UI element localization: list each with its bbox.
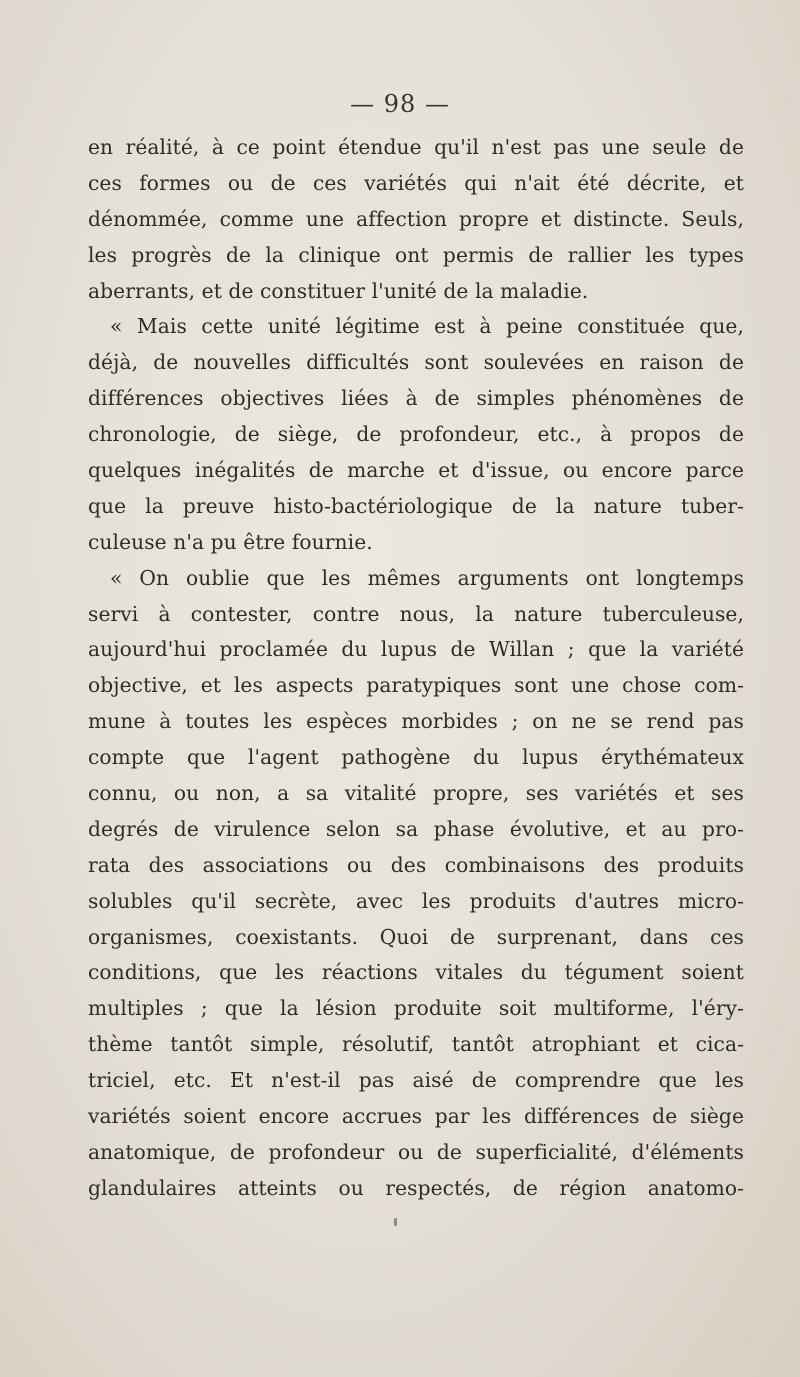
page-number: — 98 — (350, 90, 450, 118)
text-line: objective, et les aspects paratypiques sont une chose com- (88, 673, 744, 698)
body-text (88, 130, 744, 1207)
text-line: connu, ou non, a sa vitalité propre, ses variétés et ses (88, 781, 744, 806)
text-line: différences objectives liées à de simples phénomènes de (88, 386, 744, 411)
text-line: aujourd'hui proclamée du lupus de Willan ; que la variété (88, 637, 744, 662)
text-line: chronologie, de siège, de profondeur, etc., à propos de (88, 422, 744, 447)
text-line: les progrès de la clinique ont permis de rallier les types (88, 242, 744, 267)
text-line: déjà, de nouvelles difficultés sont soulevées en raison de (88, 350, 744, 375)
text-line: quelques inégalités de marche et d'issue, ou encore parce (88, 458, 744, 483)
text-line: glandulaires atteints ou respectés, de région anatomo- (88, 1175, 744, 1200)
text-line: organismes, coexistants. Quoi de surprenant, dans ces (88, 924, 744, 949)
text-line: degrés de virulence selon sa phase évolutive, et au pro- (88, 816, 744, 841)
text-line: mune à toutes les espèces morbides ; on ne se rend pas (88, 709, 744, 734)
text-line: conditions, que les réactions vitales du tégument soient (88, 960, 744, 985)
text-line: anatomique, de profondeur ou de superficialité, d'éléments (88, 1139, 744, 1164)
text-line: servi à contester, contre nous, la nature tuberculeuse, (88, 601, 744, 626)
text-line: thème tantôt simple, résolutif, tantôt atrophiant et cica- (88, 1032, 744, 1057)
text-line: que la preuve histo-bactériologique de la nature tuber- (88, 493, 744, 518)
text-line: « On oublie que les mêmes arguments ont longtemps (110, 565, 744, 590)
text-line: aberrants, et de constituer l'unité de la maladie. (88, 278, 589, 303)
text-line: multiples ; que la lésion produite soit multiforme, l'éry- (88, 996, 744, 1021)
text-line: triciel, etc. Et n'est-il pas aisé de comprendre que les (88, 1068, 744, 1093)
text-line: solubles qu'il secrète, avec les produits d'autres micro- (88, 888, 744, 913)
text-line: en réalité, à ce point étendue qu'il n'est pas une seule de (88, 135, 744, 159)
text-line: culeuse n'a pu être fournie. (88, 529, 373, 554)
text-line: dénommée, comme une affection propre et distincte. Seuls, (88, 206, 744, 231)
text-line: « Mais cette unité légitime est à peine constituée que, (110, 314, 744, 339)
text-line: compte que l'agent pathogène du lupus érythémateux (88, 745, 744, 770)
paper-speck (394, 1218, 397, 1226)
text-line: rata des associations ou des combinaisons des produits (88, 852, 744, 877)
text-line: variétés soient encore accrues par les différences de siège (88, 1104, 744, 1129)
text-line: ces formes ou de ces variétés qui n'ait été décrite, et (88, 170, 744, 195)
